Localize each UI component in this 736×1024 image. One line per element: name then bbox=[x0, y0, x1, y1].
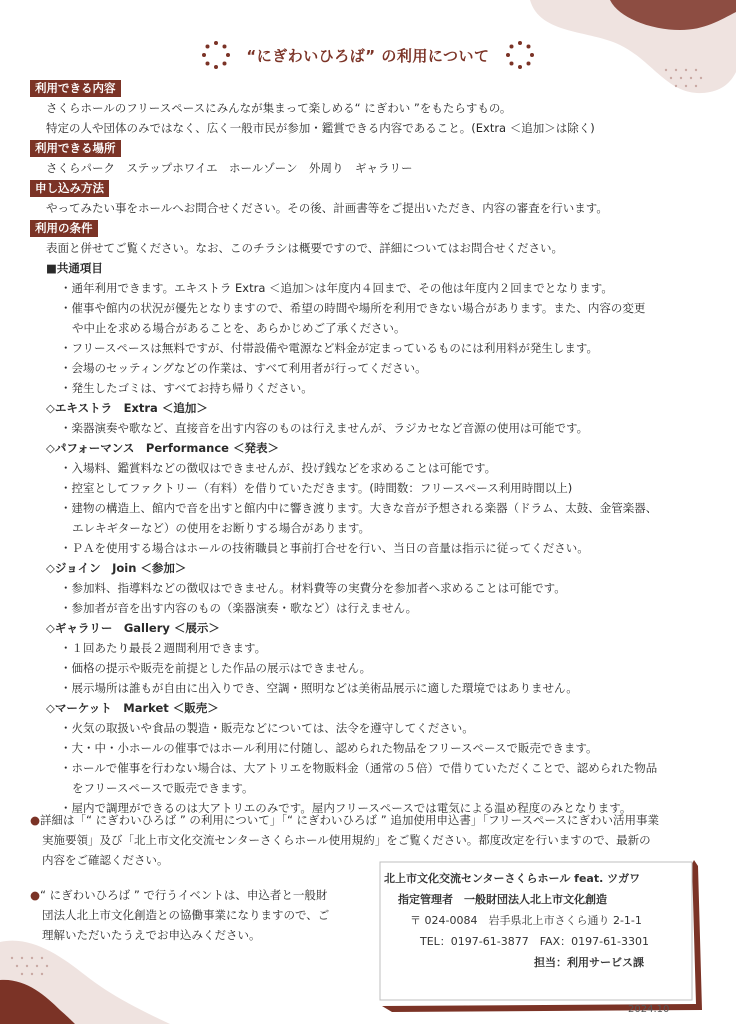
section-content bbox=[30, 78, 710, 138]
note-line: 内容をご確認ください。 bbox=[42, 853, 169, 867]
bullet-continuation: や中止を求める場合があることを、あらかじめご了承ください。 bbox=[72, 321, 406, 335]
bullet-item: ・楽器演奏や歌など、直接音を出す内容のものは行えませんが、ラジカセなど音源の使用は可能です。 bbox=[60, 421, 589, 435]
bullet-item: ・大・中・小ホールの催事ではホール利用に付随し、認められた物品をフリースペースで販売できます。 bbox=[60, 741, 598, 755]
bullet-item: ・フリースペースは無料ですが、付帯設備や電源など料金が定まっているものには利用料が発生します。 bbox=[60, 341, 598, 355]
note-line: 詳細は「“ にぎわいひろば ” の利用について」「“ にぎわいひろば ” 追加使用申込書」「フリースペースにぎわい活用事業 bbox=[40, 813, 659, 827]
collaboration-note bbox=[30, 885, 355, 945]
contact-box bbox=[384, 868, 674, 973]
contact-org: 北上市文化交流センターさくらホール feat. ツガワ bbox=[384, 872, 641, 885]
details-note bbox=[30, 810, 710, 870]
bullet-item: ・催事や館内の状況が優先となりますので、希望の時間や場所を利用できない場合があります。また、内容の変更 bbox=[60, 301, 646, 315]
paragraph-line: さくらホールのフリースペースにみんなが集まって楽しめる“ にぎわい ”をもたらすもの。 bbox=[46, 101, 512, 115]
bullet-dot-icon: ● bbox=[30, 813, 41, 827]
note-line: 団法人北上市文化創造との協働事業になりますので、ご bbox=[42, 908, 330, 922]
page-header bbox=[0, 40, 736, 70]
bullet-item: ・参加料、指導料などの徴収はできません。材料費等の実費分を参加者へ求めることは可能です。 bbox=[60, 581, 566, 595]
paragraph-line: 特定の人や団体のみではなく、広く一般市民が参加・鑑賞できる内容であること。(Extra ＜追加＞は除く) bbox=[46, 121, 595, 135]
bullet-item: ・屋内で調理ができるのは大アトリエのみです。屋内フリースペースでは電気による温め程度のみとなります。 bbox=[60, 801, 632, 815]
note-line: “ にぎわいひろば ” で行うイベントは、申込者と一般財 bbox=[40, 888, 328, 902]
section-label: 利用の条件 bbox=[30, 220, 98, 237]
note-line: 実施要領」及び「北上市文化交流センターさくらホール使用規約」をご覧ください。都度改定を行いますので、最新の bbox=[42, 833, 651, 847]
performance-heading: ◇パフォーマンス Performance ＜発表＞ bbox=[46, 441, 279, 455]
bullet-continuation: エレキギターなど）の使用をお断りする場合があります。 bbox=[72, 521, 370, 535]
bullet-item: ・１回あたり最長２週間利用できます。 bbox=[60, 641, 267, 655]
extra-heading: ◇エキストラ Extra ＜追加＞ bbox=[46, 401, 208, 415]
section-apply bbox=[30, 178, 710, 218]
contact-address: 〒 024-0084 岩手県北上市さくら通り 2-1-1 bbox=[410, 914, 642, 927]
bullet-item: ・ホールで催事を行わない場合は、大アトリエを物販料金（通常の５倍）で借りていただくことで、認められた物品 bbox=[60, 761, 658, 775]
contact-phone: TEL：0197-61-3877 FAX：0197-61-3301 bbox=[420, 935, 650, 948]
section-label: 申し込み方法 bbox=[30, 180, 109, 197]
paragraph-line: 表面と併せてご覧ください。なお、このチラシは概要ですので、詳細についてはお問合せください。 bbox=[46, 241, 564, 255]
dot-circle-icon bbox=[505, 40, 535, 70]
bullet-item: ・会場のセッティングなどの作業は、すべて利用者が行ってください。 bbox=[60, 361, 427, 375]
page-title: “にぎわいひろば” の利用について bbox=[246, 46, 490, 65]
section-label: 利用できる内容 bbox=[30, 80, 121, 97]
bullet-item: ・建物の構造上、館内で音を出すと館内中に響き渡ります。大きな音が予想される楽器（ドラム、太鼓、金管楽器、 bbox=[60, 501, 658, 515]
gallery-heading: ◇ギャラリー Gallery ＜展示＞ bbox=[46, 621, 220, 635]
bullet-item: ・火気の取扱いや食品の製造・販売などについては、法令を遵守してください。 bbox=[60, 721, 474, 735]
bullet-item: ・控室としてファクトリー（有料）を借りていただきます。(時間数：フリースペース利用時間以上) bbox=[60, 481, 573, 495]
bullet-item: ・展示場所は誰もが自由に出入りでき、空調・照明などは美術品展示に適した環境ではありません。 bbox=[60, 681, 578, 695]
paragraph-line: やってみたい事をホールへお問合せください。その後、計画書等をご提出いただき、内容の審査を行います。 bbox=[46, 201, 608, 215]
bullet-item: ・参加者が音を出す内容のもの（楽器演奏・歌など）は行えません。 bbox=[60, 601, 418, 615]
section-place bbox=[30, 138, 710, 178]
note-line: 理解いただいたうえでお申込みください。 bbox=[42, 928, 261, 942]
bullet-item: ・価格の提示や販売を前提とした作品の展示はできません。 bbox=[60, 661, 372, 675]
contact-manager: 指定管理者 一般財団法人北上市文化創造 bbox=[398, 893, 607, 906]
market-heading: ◇マーケット Market ＜販売＞ bbox=[46, 701, 219, 715]
join-heading: ◇ジョイン Join ＜参加＞ bbox=[46, 561, 187, 575]
bullet-dot-icon: ● bbox=[30, 888, 41, 902]
bullet-continuation: をフリースペースで販売できます。 bbox=[72, 781, 254, 795]
common-heading: ■共通項目 bbox=[46, 261, 103, 275]
dot-circle-icon bbox=[201, 40, 231, 70]
bullet-item: ・入場料、鑑賞料などの徴収はできませんが、投げ銭などを求めることは可能です。 bbox=[60, 461, 497, 475]
bullet-item: ・発生したゴミは、すべてお持ち帰りください。 bbox=[60, 381, 313, 395]
contact-staff: 担当：利用サービス課 bbox=[534, 956, 644, 969]
section-conditions bbox=[30, 218, 710, 818]
main-content bbox=[30, 78, 710, 818]
paragraph-line: さくらパーク ステップホワイエ ホールゾーン 外周り ギャラリー bbox=[46, 161, 413, 175]
bullet-item: ・ＰＡを使用する場合はホールの技術職員と事前打合せを行い、当日の音量は指示に従ってください。 bbox=[60, 541, 589, 555]
issue-date: 2024.10 bbox=[628, 1004, 670, 1015]
bullet-item: ・通年利用できます。エキストラ Extra ＜追加＞は年度内４回まで、その他は年度内２回までとなります。 bbox=[60, 281, 613, 295]
section-label: 利用できる場所 bbox=[30, 140, 121, 157]
